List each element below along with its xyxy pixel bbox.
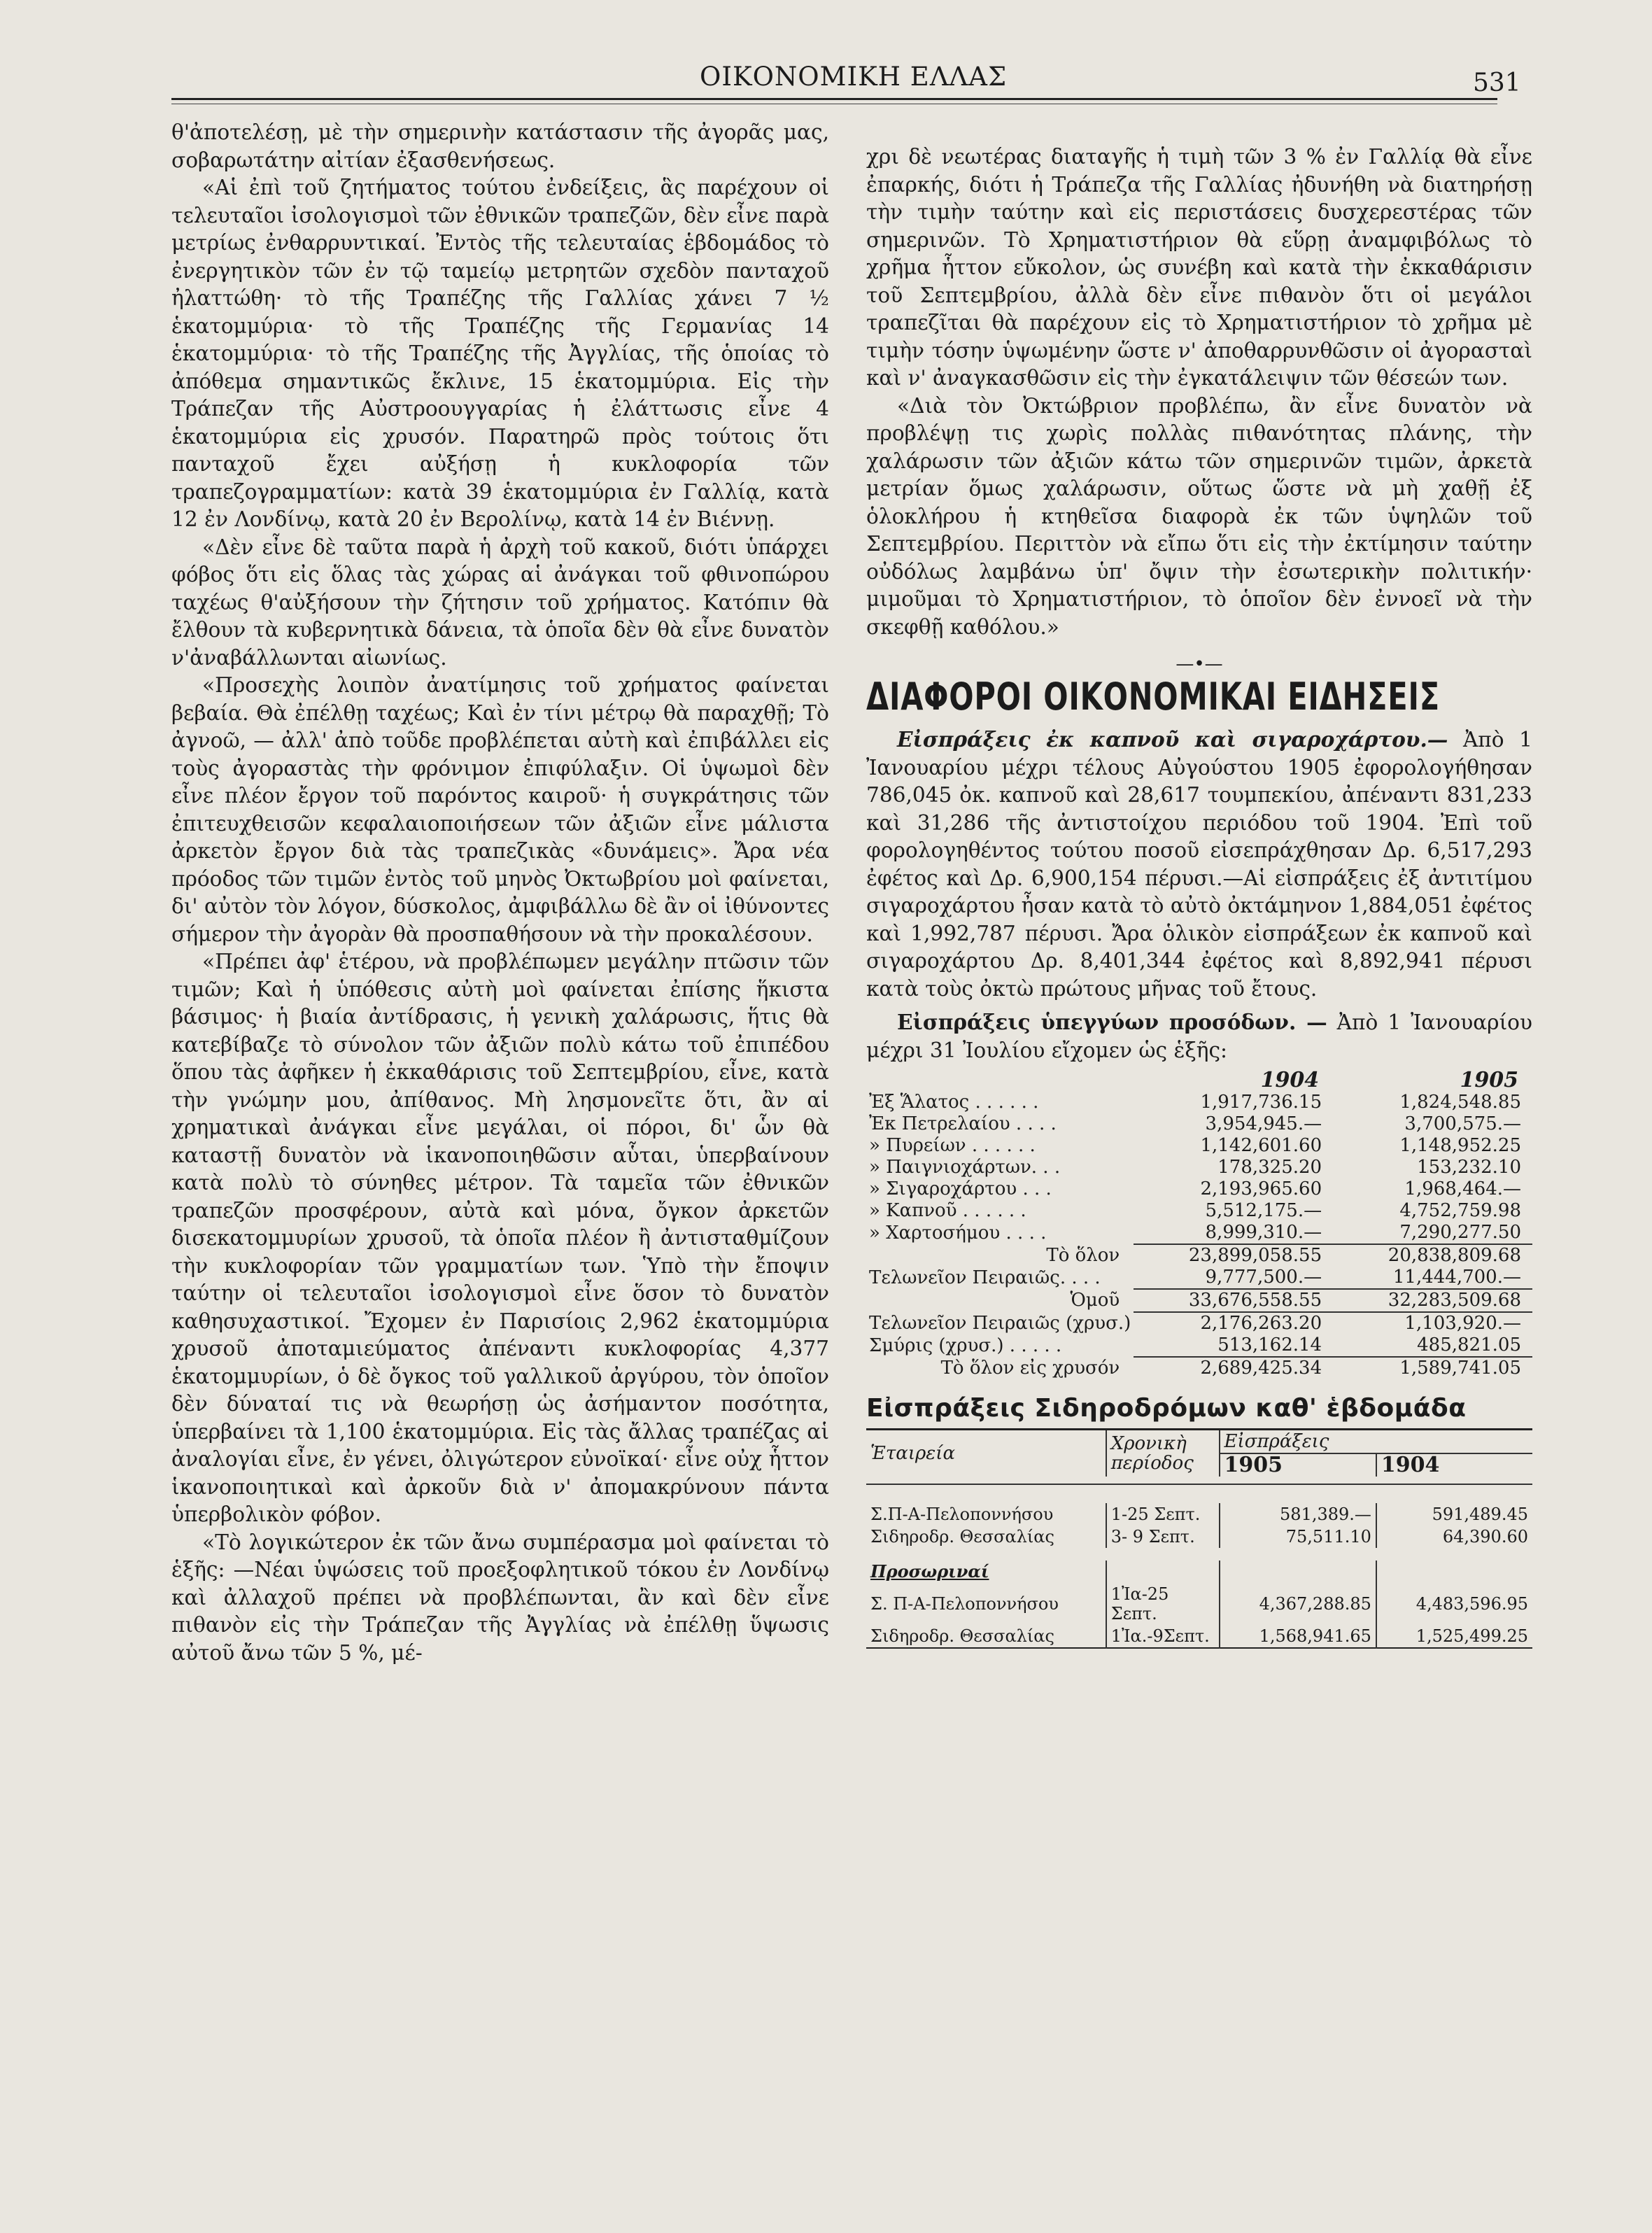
table-row-total: Τὸ ὅλον εἰς χρυσόν 2,689,425.34 1,589,741.05 <box>940 1357 1521 1379</box>
table-row: Σ. Π-Α-Πελοποννήσου 1Ἰα-25 Σεπτ. 4,367,288.85 4,483,596.95 <box>866 1583 1532 1625</box>
table-group-label: Προσωριναί <box>866 1561 1532 1583</box>
column-header-company: Ἑταιρεία <box>870 1442 955 1464</box>
ornament-divider: —•— <box>1176 654 1223 675</box>
paragraph: «Δὲν εἶνε δὲ ταῦτα παρὰ ἡ ἀρχὴ τοῦ κακοῦ, διότι ὑπάρχει φόβος ὅτι εἰς ὅλας τὰς χώρας αἱ ἀνάγκαι τοῦ φθινοπώρου ταχέως θ'αὐξήσουν τὴν ζήτησιν τοῦ χρήματος. Κατόπιν θὰ ἔλθουν τὰ κυβερνητικὰ δάνεια, τὰ ὁποῖα δὲν θὰ εἶνε δυνατὸν ν'ἀναβάλλωνται αἰωνίως. <box>171 535 829 670</box>
paragraph: «Αἱ ἐπὶ τοῦ ζητήματος τούτου ἐνδείξεις, ἃς παρέχουν οἱ τελευταῖοι ἰσολογισμοὶ τῶν ἐθνικῶν τραπεζῶν, δὲν εἶνε παρὰ μετρίως ἐνθαρρυντικαί. Ἐντὸς τῆς τελευταίας ἑβδομάδος τὸ ἐνεργητικὸν τῶν ἐν τῷ ταμείῳ μετρητῶν σχεδὸν πανταχοῦ ἠλαττώθη· τὸ τῆς Τραπέζης τῆς Γαλλίας χάνει 7 ½ ἑκατομμύρια· τὸ τῆς Τραπέζης τῆς Γερμανίας 14 ἑκατομμύρια· τὸ τῆς Τραπέζης τῆς Ἀγγλίας, τῆς ὁποίας τὸ ἀπόθεμα σημαντικῶς ἔκλινε, 15 ἑκατομμύρια. Εἰς τὴν Τράπεζαν τῆς Αὐστροουγγαρίας ἡ ἐλάττωσις εἶνε 4 ἑκατομμύρια εἰς χρυσόν. Παρατηρῶ πρὸς τούτοις ὅτι πανταχοῦ ἔχει αὐξήσῃ ἡ κυκλοφορία τῶν τραπεζογραμματίων: κατὰ 39 ἑκατομμύρια ἐν Γαλλίᾳ, κατὰ 12 ἐν Λονδίνῳ, κατὰ 20 ἐν Βερολίνῳ, κατὰ 14 ἐν Βιέννῃ. <box>171 176 829 531</box>
table-row-total: Ὁμοῦ 33,676,558.55 32,283,509.68 <box>866 1289 1532 1312</box>
paragraph: «Προσεχὴς λοιπὸν ἀνατίμησις τοῦ χρήματος φαίνεται βεβαία. Θὰ ἐπέλθῃ ταχέως; Καὶ ἐν τίνι μέτρῳ θὰ παραχθῇ; Τὸ ἀγνοῶ, — ἀλλ' ἀπὸ τοῦδε προβλέπεται αὐτὴ καὶ ἐπιβάλλει εἰς τοὺς ἀγοραστὰς τὴν φρόνιμον ἐπιφύλαξιν. Οἱ ὑψωμοὶ δὲν εἶνε πλέον ἔργον τοῦ παρόντος καιροῦ· ἡ συγκράτησις τῶν ἐπιτευχθεισῶν κεφαλαιοποιήσεων τῶν ἀξιῶν εἶνε μάλιστα ἀρκετὸν ἔργον διὰ τὰς τραπεζικὰς «δυνάμεις». Ἄρα νέα πρόοδος τῶν τιμῶν ἐντὸς τοῦ μηνὸς Ὀκτωβρίου μοὶ φαίνεται, δι' αὐτὸν τὸν λόγον, δύσκολος, ἀμφιβάλλω δὲ ἂν οἱ ἰθύνοντες σήμερον τὴν ἀγορὰν θὰ προσπαθήσουν νὰ τὴν προκαλέσουν. <box>171 673 829 946</box>
table-row: » Πυρείων . . . . . . 1,142,601.60 1,148,952.25 <box>869 1135 1521 1156</box>
rail-table <box>866 1428 1532 1649</box>
column-header: 1904 <box>1260 1068 1320 1092</box>
rail-section-title: Εἰσπράξεις Σιδηροδρόμων καθ' ἑβδομάδα <box>866 1394 1467 1423</box>
news-body: Ἀπὸ 1 Ἰανουαρίου μέχρι τέλους Αὐγούστου 1905 ἐφορολογήθησαν 786,045 ὀκ. καπνοῦ καὶ 28,617 τουμπεκίου, ἀπέναντι 831,233 καὶ 31,286 τῆς ἀντιστοίχου περιόδου τοῦ 1904. Ἐπὶ τοῦ φορολογηθέντος τούτου ποσοῦ εἰσεπράχθησαν Δρ. 6,517,293 ἐφέτος καὶ Δρ. 6,900,154 πέρυσι.—Αἱ εἰσπράξεις ἐξ ἀντιτίμου σιγαροχάρτου ἦσαν κατὰ τὸ αὐτὸ ὀκτάμηνον 1,884,051 ἐφέτος καὶ 1,992,787 πέρυσι. Ἄρα ὁλικὸν εἰσπράξεων ἐκ καπνοῦ καὶ σιγαροχάρτου Δρ. 8,401,344 ἐφέτος καὶ 8,892,941 πέρυσι κατὰ τοὺς ὀκτὼ πρώτους μῆνας τοῦ ἔτους. <box>866 728 1532 1001</box>
column-header-1905: 1905 <box>1220 1453 1376 1477</box>
table-row: Σμύρις (χρυσ.) . . . . . 513,162.14 485,821.05 <box>866 1334 1532 1357</box>
news-body: Ἀπὸ 1 Ἰανουαρίου μέχρι 31 Ἰουλίου εἴχομεν ὡς ἑξῆς: <box>866 1010 1532 1062</box>
news-title: Εἰσπράξεις ὑπεγγύων προσόδων. — <box>897 1010 1327 1034</box>
table-row: » Χαρτοσήμου . . . . 8,999,310.— 7,290,277.50 <box>866 1222 1532 1244</box>
table-row-total: Τὸ ὅλον 23,899,058.55 20,838,809.68 <box>1046 1244 1521 1266</box>
revenue-table <box>866 1069 1532 1379</box>
left-column <box>171 119 829 1667</box>
paragraph: «Διὰ τὸν Ὀκτώβριον προβλέπω, ἂν εἶνε δυνατὸν νὰ προβλέψῃ τις χωρὶς πολλὰς πιθανότητας πλάνης, τὴν χαλάρωσιν τῶν ἀξιῶν κάτω τῶν σημερινῶν τιμῶν, ἀρκετὰ μετρίαν ὅμως χαλάρωσιν, οὕτως ὥστε νὰ μὴ χαθῇ ἐξ ὁλοκλήρου ἡ κτηθεῖσα διαφορὰ ἐκ τῶν ὑψηλῶν τοῦ Σεπτεμβρίου. Περιττὸν νὰ εἴπω ὅτι εἰς τὴν ἐκτίμησιν ταύτην οὐδόλως λαμβάνω ὑπ' ὄψιν τὴν ἐσωτερικὴν πολιτικήν· μιμοῦμαι τὸ Χρηματιστήριον, τὸ ὁποῖον δὲν ἐννοεῖ νὰ τὴν σκεφθῇ καθόλου.» <box>866 393 1532 639</box>
news-item-tobacco <box>866 726 1532 1003</box>
section-heading: ΔΙΑΦΟΡΟΙ ΟΙΚΟΝΟΜΙΚΑΙ ΕΙΔΗΣΕΙΣ <box>866 674 1440 719</box>
column-header-receipts: Εἰσπράξεις <box>1220 1429 1532 1453</box>
header-rule <box>171 98 1497 100</box>
column-header-1904: 1904 <box>1376 1453 1532 1477</box>
page-number: 531 <box>1473 69 1521 97</box>
table-row: Τελωνεῖον Πειραιῶς. . . . 9,777,500.— 11,444,700.— <box>866 1267 1532 1289</box>
column-header: 1905 <box>1460 1068 1518 1092</box>
table-row: Σιδηροδρ. Θεσσαλίας 3- 9 Σεπτ. 75,511.10 64,390.60 <box>866 1526 1532 1548</box>
paragraph: θ'ἀποτελέσῃ, μὲ τὴν σημερινὴν κατάστασιν τῆς ἀγορᾶς μας, σοβαρωτάτην αἰτίαν ἐξασθενήσεως. <box>171 120 829 172</box>
running-head: ΟΙΚΟΝΟΜΙΚΗ ΕΛΛΑΣ <box>700 62 1008 92</box>
table-row: Ἐκ Πετρελαίου . . . . 3,954,945.— 3,700,575.— <box>869 1113 1521 1134</box>
table-row: Τελωνεῖον Πειραιῶς (χρυσ.) 2,176,263.20 1,103,920.— <box>869 1312 1521 1334</box>
table-row: » Σιγαροχάρτου . . . 2,193,965.60 1,968,464.— <box>869 1178 1521 1199</box>
table-row: » Παιγνιοχάρτων. . . 178,325.20 153,232.10 <box>869 1157 1521 1178</box>
paragraph: «Πρέπει ἀφ' ἑτέρου, νὰ προβλέπωμεν μεγάλην πτῶσιν τῶν τιμῶν; Καὶ ἡ ὑπόθεσις αὐτὴ μοὶ φαίνεται ἐπίσης ἥκιστα βάσιμος· ἡ βιαία ἀντίδρασις, ἡ γενικὴ χαλάρωσις, ἥτις θὰ κατεβίβαζε τὸ σύνολον τῶν ἀξιῶν πολὺ κάτω τοῦ ἐπιπέδου ὅπου τὰς ἀφῆκεν ἡ ἐκκαθάρισις τοῦ Σεπτεμβρίου, εἶνε, κατὰ τὴν γνώμην μου, ἀπίθανος. Μὴ λησμονεῖτε ὅτι, ἂν αἱ χρηματικαὶ ἀνάγκαι εἶνε μεγάλαι, οἱ πόροι, δι' ὧν θὰ καταστῇ δυνατὸν νὰ ἱκανοποιηθῶσιν αὗται, ὑπερβαίνουν κατὰ πολὺ τὸ σύνηθες μέτρον. Τὰ ταμεῖα τῶν ἐθνικῶν τραπεζῶν προσφέρουν, αὐτὰ καὶ μόνα, ὄγκον ἀρκετῶν δισεκατομμυρίων χρυσοῦ, τὰ ὁποῖα πλέον ἢ ἀντισταθμίζουν τὴν κυκλοφορίαν τῶν γραμματίων των. Ὑπὸ τὴν ἔποψιν ταύτην οἱ τελευταῖοι ἰσολογισμοὶ εἶνε ὅσον τὸ δυνατὸν καθησυχαστικοί. Ἔχομεν ἐν Παρισίοις 2,962 ἑκατομμύρια χρυσοῦ ἀποταμιεύματος ἀπέναντι κυκλοφορίας 4,377 ἑκατομμυρίων, ὁ δὲ ὄγκος τοῦ γαλλικοῦ ἀργύρου, τὸν ὁποῖον δὲν δύναταί τις νὰ θεωρήσῃ ὡς ἀσήμαντον ποσότητα, ὑπερβαίνει τὰ 1,100 ἑκατομμύρια. Εἰς τὰς ἄλλας τραπέζας αἱ ἀναλογίαι εἶνε, ἐν γένει, ὀλιγώτερον εὐνοϊκαί· εἶνε οὐχ ἧττον ἱκανοποιητικαὶ καὶ ἀρκοῦν διὰ ν' ἀπομακρύνουν πάντα ὑπερβολικὸν φόβον. <box>171 950 829 1526</box>
table-row: Σ.Π-Α-Πελοποννήσου 1-25 Σεπτ. 581,389.— 591,489.45 <box>866 1503 1532 1526</box>
table-row: Ἐξ Ἅλατος . . . . . . 1,917,736.15 1,824,548.85 <box>869 1092 1521 1113</box>
right-column <box>866 143 1532 1649</box>
table-row: Σιδηροδρ. Θεσσαλίας 1Ἰα.-9Σεπτ. 1,568,941.65 1,525,499.25 <box>866 1625 1532 1648</box>
news-item-revenues <box>866 1008 1532 1064</box>
paragraph: χρι δὲ νεωτέρας διαταγῆς ἡ τιμὴ τῶν 3 % ἐν Γαλλίᾳ θὰ εἶνε ἐπαρκής, διότι ἡ Τράπεζα τῆς Γαλλίας ἠδυνήθη νὰ διατηρήσῃ τὴν τιμὴν ταύτην καὶ εἰς περιστάσεις δυσχερεστέρας τῶν σημερινῶν. Τὸ Χρηματιστήριον θὰ εὕρῃ ἀναμφιβόλως τὸ χρῆμα ἧττον εὔκολον, ὡς συνέβη καὶ κατὰ τὴν ἐκκαθάρισιν τοῦ Σεπτεμβρίου, ἀλλὰ δὲν εἶνε πιθανὸν ὅτι οἱ μεγάλοι τραπεζῖται θὰ παρέχουν εἰς τὸ Χρηματιστήριον τὸ χρῆμα μὲ τιμὴν τόσην ὑψωμένην ὥστε ν' ἀποθαρρυνθῶσιν οἱ ἀγορασταὶ καὶ ν' ἀναγκασθῶσιν εἰς τὴν ἐγκατάλειψιν τῶν θέσεών των. <box>866 145 1532 390</box>
paragraph: «Τὸ λογικώτερον ἐκ τῶν ἄνω συμπέρασμα μοὶ φαίνεται τὸ ἑξῆς: —Νέαι ὑψώσεις τοῦ προεξοφλητικοῦ τόκου ἐν Λονδίνῳ καὶ ἀλλαχοῦ πρέπει νὰ προβλέπωνται, ἂν καὶ δὲν εἶνε πιθανὸν εἰς τὴν Τράπεζαν τῆς Ἀγγλίας νὰ ἐπέλθῃ ὕψωσις αὐτοῦ ἄνω τῶν 5 %, μέ- <box>171 1530 829 1665</box>
table-row: » Καπνοῦ . . . . . . 5,512,175.— 4,752,759.98 <box>869 1200 1521 1221</box>
column-header-period: Χρονικὴ περίοδος <box>1106 1429 1220 1477</box>
news-title: Εἰσπράξεις ἐκ καπνοῦ καὶ σιγαροχάρτου.— <box>897 727 1448 752</box>
